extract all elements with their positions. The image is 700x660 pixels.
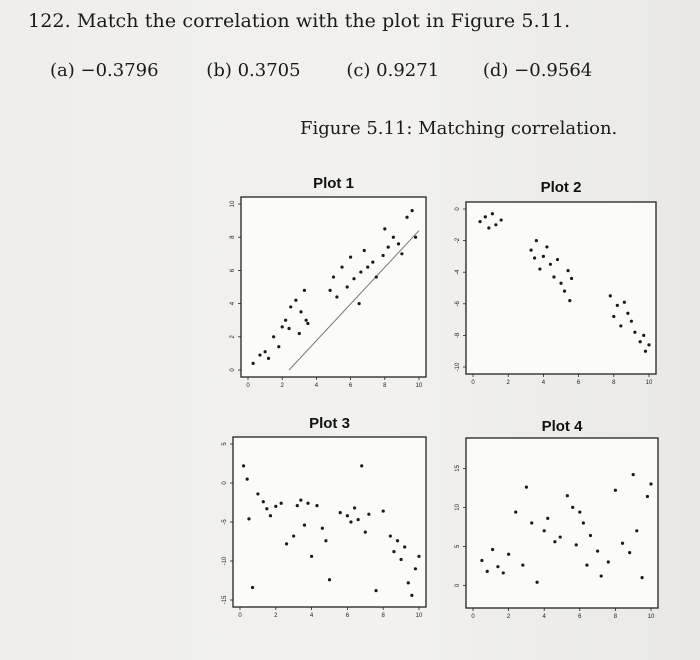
plot-4-xtick-label: 2 <box>506 614 511 620</box>
plot-1-ytick-label: 10 <box>230 200 236 208</box>
plot-4-point <box>496 565 499 568</box>
plot-3-point <box>328 578 331 581</box>
plot-1-point <box>287 327 290 330</box>
plot-2-frame <box>466 202 656 374</box>
plot-3-point <box>306 502 309 505</box>
plot-1-point <box>358 302 361 305</box>
plot-2-point <box>491 212 494 215</box>
plot-2-ytick-label: -6 <box>455 301 461 307</box>
plot-2-point <box>644 350 647 353</box>
plot-3-xtick-label: 10 <box>415 613 423 619</box>
plot-3-point <box>303 524 306 527</box>
plot-4-point <box>521 564 524 567</box>
plot-4-point <box>607 560 610 563</box>
plot-2-point <box>552 275 555 278</box>
plot-4-point <box>649 482 652 485</box>
plot-2-ytick-label: -4 <box>455 269 461 275</box>
plot-4-xtick-label: 6 <box>578 614 582 620</box>
plot-3-point <box>262 500 265 503</box>
plot-1-point <box>267 357 270 360</box>
question-text: 122. Match the correlation with the plot in Figure 5.11. <box>28 10 571 32</box>
plot-3-point <box>374 589 377 592</box>
plot-3-point <box>400 558 403 561</box>
plot-3-point <box>353 506 356 509</box>
plot-4-point <box>491 548 494 551</box>
plot-3-xtick-label: 0 <box>238 613 242 619</box>
plot-1-xtick-label: 6 <box>348 383 353 389</box>
plot-1-point <box>375 275 378 278</box>
plot-3-xtick-label: 4 <box>309 613 314 619</box>
plot-1-point <box>349 256 352 259</box>
plot-1-point <box>284 319 287 322</box>
plot-1-point <box>363 249 366 252</box>
plot-2-ytick-label: 0 <box>455 207 461 211</box>
plot-2-ytick-label: -2 <box>455 237 461 244</box>
plot-2-point <box>487 226 490 229</box>
plot-4-point <box>543 529 546 532</box>
plot-3-point <box>299 499 302 502</box>
plot-4-frame <box>466 438 658 608</box>
plot-1-point <box>252 362 255 365</box>
plot-3-ytick-label: -10 <box>222 556 228 566</box>
plot-1-ytick-label: 8 <box>230 235 236 239</box>
plot-4-point <box>566 494 569 497</box>
plot-4-point <box>578 510 581 513</box>
plot-1-point <box>306 322 309 325</box>
plot-4-point <box>514 510 517 513</box>
plot-3-point <box>339 511 342 514</box>
plot-2-point <box>533 256 536 259</box>
plot-2-ytick-label: -10 <box>455 362 461 372</box>
plot-3-point <box>310 555 313 558</box>
plot-3-xtick-label: 6 <box>345 613 350 619</box>
plot-4-point <box>559 535 562 538</box>
plot-4-point <box>546 517 549 520</box>
plot-4-point <box>525 486 528 489</box>
plot-1-point <box>332 275 335 278</box>
plot-2-point <box>535 239 538 242</box>
plot-2-point <box>484 215 487 218</box>
plot-2-point <box>559 282 562 285</box>
plot-4-ytick-label: 10 <box>455 504 461 511</box>
plot-1-point <box>400 252 403 255</box>
plot-3-point <box>389 534 392 537</box>
plot-1-ytick-label: 6 <box>230 268 236 273</box>
plot-4-point <box>641 576 644 579</box>
plot-1-point <box>346 285 349 288</box>
plot-2-point <box>563 290 566 293</box>
plot-3-point <box>392 550 395 553</box>
plot-4-point <box>614 489 617 492</box>
plot-3-point <box>242 464 245 467</box>
plot-2-point <box>566 269 569 272</box>
plot-3-point <box>382 509 385 512</box>
plot-1-point <box>277 345 280 348</box>
plot-2-point <box>478 220 481 223</box>
plot-2-xtick-label: 4 <box>541 380 546 386</box>
plot-3-frame <box>233 437 426 607</box>
plot-1-point <box>299 310 302 313</box>
plot-1-point <box>303 289 306 292</box>
plot-2-point <box>623 301 626 304</box>
plot-3-point <box>407 581 410 584</box>
plot-4-point <box>571 506 574 509</box>
plot-4-point <box>621 542 624 545</box>
plot-4-xtick-label: 4 <box>542 614 546 620</box>
plot-2-point <box>633 331 636 334</box>
plot-4-ytick-label: 0 <box>455 583 461 588</box>
figure-caption: Figure 5.11: Matching correlation. <box>300 118 618 139</box>
plot-2-ytick-label: -8 <box>455 332 461 339</box>
plot-4-point <box>635 529 638 532</box>
plot-2-point <box>639 340 642 343</box>
plot-1-point <box>305 319 308 322</box>
plot-3-point <box>417 555 420 558</box>
plot-2-point <box>556 258 559 261</box>
plot-3-point <box>367 513 370 516</box>
plot-4-point <box>589 534 592 537</box>
plot-3-point <box>265 507 268 510</box>
plot-4-point <box>575 543 578 546</box>
plot-3-ytick-label: -15 <box>222 595 228 605</box>
plot-3-point <box>256 492 259 495</box>
plot-4-point <box>628 551 631 554</box>
plot-2-point <box>568 299 571 302</box>
plot-1-point <box>335 295 338 298</box>
plot-1-point <box>381 254 384 257</box>
plot-4-point <box>502 571 505 574</box>
plot-2-point <box>494 223 497 226</box>
plot-3-point <box>269 514 272 517</box>
plot-2-xtick-label: 8 <box>612 380 616 386</box>
plot-3-point <box>292 534 295 537</box>
plot-2-point <box>549 263 552 266</box>
plot-4-point <box>632 473 635 476</box>
plot-3-point <box>315 504 318 507</box>
plot-4-point <box>596 549 599 552</box>
plot-4-point <box>480 559 483 562</box>
plot-2-xtick-label: 10 <box>645 380 653 386</box>
plot-1-ytick-label: 0 <box>230 368 236 372</box>
plot-3-point <box>274 505 277 508</box>
plot-1-ytick-label: 4 <box>230 301 236 306</box>
plot-2-point <box>545 245 548 248</box>
plot-4-xtick-label: 10 <box>647 614 655 620</box>
plot-2-point <box>642 334 645 337</box>
plot-3-point <box>285 542 288 545</box>
plot-4-point <box>553 540 556 543</box>
plot-4-point <box>600 574 603 577</box>
plot-4-point <box>530 521 533 524</box>
plot-3-point <box>403 545 406 548</box>
plot-1-title: Plot 1 <box>313 175 354 192</box>
plot-1-xtick-label: 4 <box>314 383 319 389</box>
plot-3-ytick-label: -5 <box>222 519 228 525</box>
plot-3-point <box>414 567 417 570</box>
plot-3-point <box>346 514 349 517</box>
plot-1-point <box>359 270 362 273</box>
plot-1-point <box>328 289 331 292</box>
plot-4-point <box>582 521 585 524</box>
plot-1-point <box>371 261 374 264</box>
plot-1-point <box>340 265 343 268</box>
plot-3-point <box>247 517 250 520</box>
plot-2-point <box>609 294 612 297</box>
plot-2-point <box>612 315 615 318</box>
choice-d: (d) −0.9564 <box>482 60 593 81</box>
plot-1-point <box>272 335 275 338</box>
plot-4-xtick-label: 0 <box>471 614 475 620</box>
plot-4-ytick-label: 5 <box>455 544 461 549</box>
plot-4-point <box>486 570 489 573</box>
plot-3-point <box>251 586 254 589</box>
plot-1-point <box>411 209 414 212</box>
plot-2-point <box>529 248 532 251</box>
plot-2-xtick-label: 6 <box>576 380 581 386</box>
plot-3-point <box>410 594 413 597</box>
plot-3-ytick-label: 5 <box>222 442 228 446</box>
plot-4-title: Plot 4 <box>541 418 583 435</box>
plot-3-point <box>360 464 363 467</box>
plot-2-point <box>616 304 619 307</box>
plot-3-point <box>396 539 399 542</box>
plot-4-point <box>585 564 588 567</box>
plot-1-ytick-label: 2 <box>230 335 236 339</box>
plot-1-point <box>294 299 297 302</box>
plot-4-point <box>646 495 649 498</box>
plot-3-point <box>324 539 327 542</box>
plot-1-point <box>281 325 284 328</box>
plot-3-point <box>321 527 324 530</box>
plot-3-point <box>280 502 283 505</box>
choice-c: (c) 0.9271 <box>346 60 440 81</box>
plot-1-point <box>298 332 301 335</box>
plot-1-xtick-label: 10 <box>415 383 423 389</box>
plot-1-frame <box>241 197 426 377</box>
plot-4-xtick-label: 8 <box>613 614 618 620</box>
plot-1-point <box>405 216 408 219</box>
plot-2-point <box>500 218 503 221</box>
plot-4-ytick-label: 15 <box>455 465 461 472</box>
plot-2-point <box>619 324 622 327</box>
plot-1-point <box>366 265 369 268</box>
plot-4-point <box>535 581 538 584</box>
plot-2-point <box>570 277 573 280</box>
plot-1-point <box>352 277 355 280</box>
plot-1-point <box>264 350 267 353</box>
plot-2-point <box>626 312 629 315</box>
plot-2-xtick-label: 2 <box>506 380 510 386</box>
plot-2-point <box>647 343 650 346</box>
plot-4-point <box>507 553 510 556</box>
plot-3-point <box>296 504 299 507</box>
plot-1-xtick-label: 8 <box>383 383 387 389</box>
plot-1-point <box>387 246 390 249</box>
plot-3-point <box>246 478 249 481</box>
plot-3-ytick-label: 0 <box>222 481 228 485</box>
plot-3-xtick-label: 8 <box>381 613 385 619</box>
plot-2-point <box>542 255 545 258</box>
plot-2-title: Plot 2 <box>540 179 582 196</box>
plot-3-point <box>349 520 352 523</box>
plot-3-xtick-label: 2 <box>274 613 278 619</box>
plot-3-point <box>357 518 360 521</box>
plot-2-xtick-label: 0 <box>471 380 475 386</box>
plot-2-point <box>538 267 541 270</box>
plot-1-xtick-label: 0 <box>246 383 250 389</box>
plot-1-point <box>289 305 292 308</box>
plot-1-point <box>383 227 386 230</box>
plot-3-title: Plot 3 <box>309 415 350 432</box>
plot-1-point <box>414 236 417 239</box>
choice-a: (a) −0.3796 <box>50 60 159 81</box>
choice-b: (b) 0.3705 <box>206 60 301 81</box>
plot-1-point <box>258 353 261 356</box>
plot-1-point <box>397 242 400 245</box>
plot-1-point <box>392 236 395 239</box>
plot-2-point <box>630 320 633 323</box>
plot-3-point <box>364 531 367 534</box>
plot-1-xtick-label: 2 <box>280 383 284 389</box>
